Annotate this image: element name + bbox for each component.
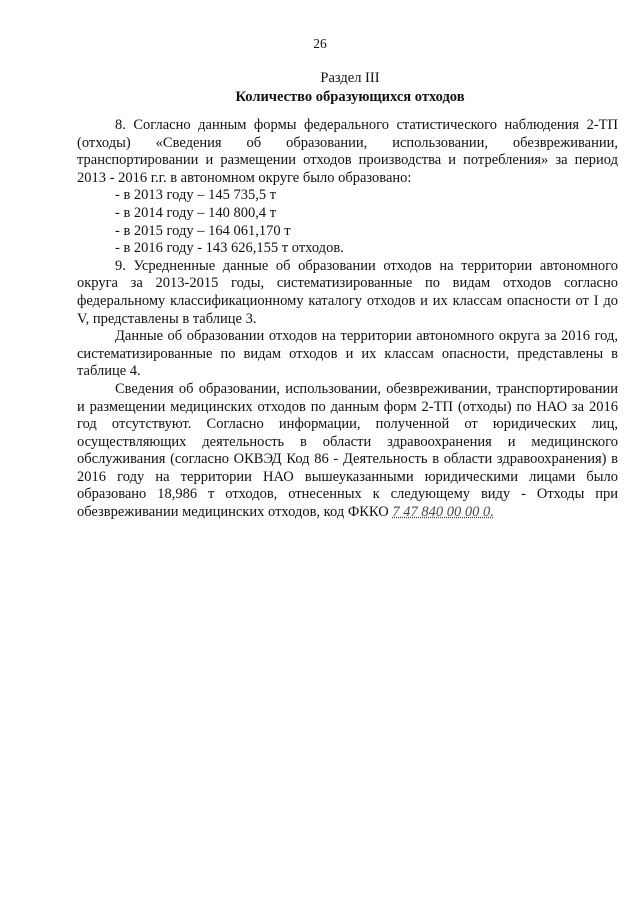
section-title: Количество образующихся отходов xyxy=(235,89,465,105)
paragraph-8: 8. Согласно данным формы федерального статистического наблюдения 2-ТП (отходы) «Сведения об образовании, использовании, обезвреживании, транспортировании и размещении отходов производства и потребления» за период 2013 - 2016 г.г. в автономном округе было образовано: xyxy=(77,117,618,186)
list-item-2014: - в 2014 году – 140 800,4 т xyxy=(115,204,277,221)
page-number: 26 xyxy=(313,36,327,51)
list-item-2015: - в 2015 году – 164 061,170 т xyxy=(115,222,291,239)
paragraph-medical-waste xyxy=(77,381,618,522)
paragraph-medical-text: Сведения об образовании, использовании, обезвреживании, транспортировании и размещении медицинских отходов по данным форм 2-ТП (отходы) по НАО за 2016 год отсутствуют. Согласно информации, полученной от юридических лиц, осуществляющих деятельность в области здравоохранения и медицинского обслуживания (согласно ОКВЭД Код 86 - Деятельность в области здравоохранения) в 2016 году на территории НАО вышеуказанными юридическими лицами было образовано 18,986 т отходов, отнесенных к следующему виду - Отходы при обезвреживании медицинских отходов, код ФККО xyxy=(77,380,618,521)
paragraph-9: 9. Усредненные данные об образовании отходов на территории автономного округа за 2013-2015 годы, систематизированные по видам отходов согласно федеральному классификационному каталогу отходов и их классам опасности от I до V, представлены в таблице 3. xyxy=(77,257,618,327)
paragraph-2016-data: Данные об образовании отходов на территории автономного округа за 2016 год, систематизированные по видам отходов и их классам опасности, представлены в таблице 4. xyxy=(77,328,618,380)
document-body xyxy=(77,117,618,522)
fkko-code-link[interactable]: 7 47 840 00 00 0. xyxy=(392,504,494,521)
section-label: Раздел III xyxy=(320,70,380,86)
list-item-2016: - в 2016 году - 143 626,155 т отходов. xyxy=(115,240,344,257)
list-item-2013: - в 2013 году – 145 735,5 т xyxy=(115,187,277,204)
